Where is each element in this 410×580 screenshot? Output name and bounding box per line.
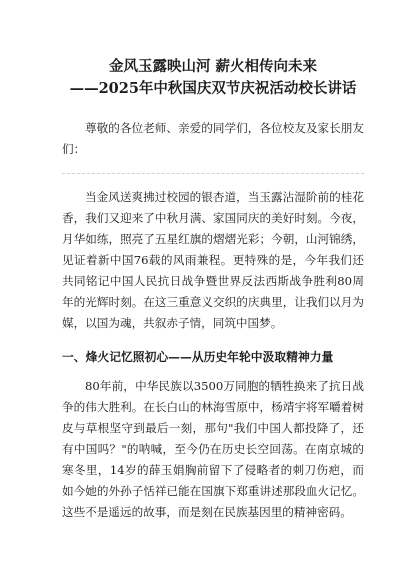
body-paragraph-2: 80年前，中华民族以3500万同胞的牺牲换来了抗日战争的伟大胜利。在长白山的林海雪原中，杨靖宇将军嚼着树皮与草根坚守到最后一刻，那句"我们中国人都投降了，还有中国吗？"的呐喊，至今仍在历史长空回荡。在南京城的寒冬里，14岁的薛玉娟胸前留下了侵略者的刺刀伤疤，而如今她的外孙子恬祥已能在国旗下郑重讲述那段血火记忆。这些不是遥远的故事，而是刻在民族基因里的精神密码。 [62,379,364,519]
divider [62,173,364,174]
greeting-paragraph: 尊敬的各位老师、亲爱的同学们，各位校友及家长朋友们： [62,121,364,156]
document-title: 金风玉露映山河 薪火相传向未来 [108,58,318,75]
body-paragraph-1: 当金风送爽拂过校园的银杏道，当玉露沾湿阶前的桂花香，我们又迎来了中秋月满、家国同庆的美好时刻。今夜，月华如练，照亮了五星红旗的熠熠光彩；今朝，山河锦绣，见证着新中国76载的风雨兼程。更特殊的是，今年我们还共同铭记中国人民抗日战争暨世界反法西斯战争胜利80周年的光辉时刻。在这三重意义交织的庆典里，让我们以月为媒，以国为魂，共叙赤子情，同筑中国梦。 [62,190,364,330]
document-subtitle: ——2025年中秋国庆双节庆祝活动校长讲话 [69,80,357,97]
section-heading-1: 一、烽火记忆照初心——从历史年轮中汲取精神力量 [62,350,334,364]
